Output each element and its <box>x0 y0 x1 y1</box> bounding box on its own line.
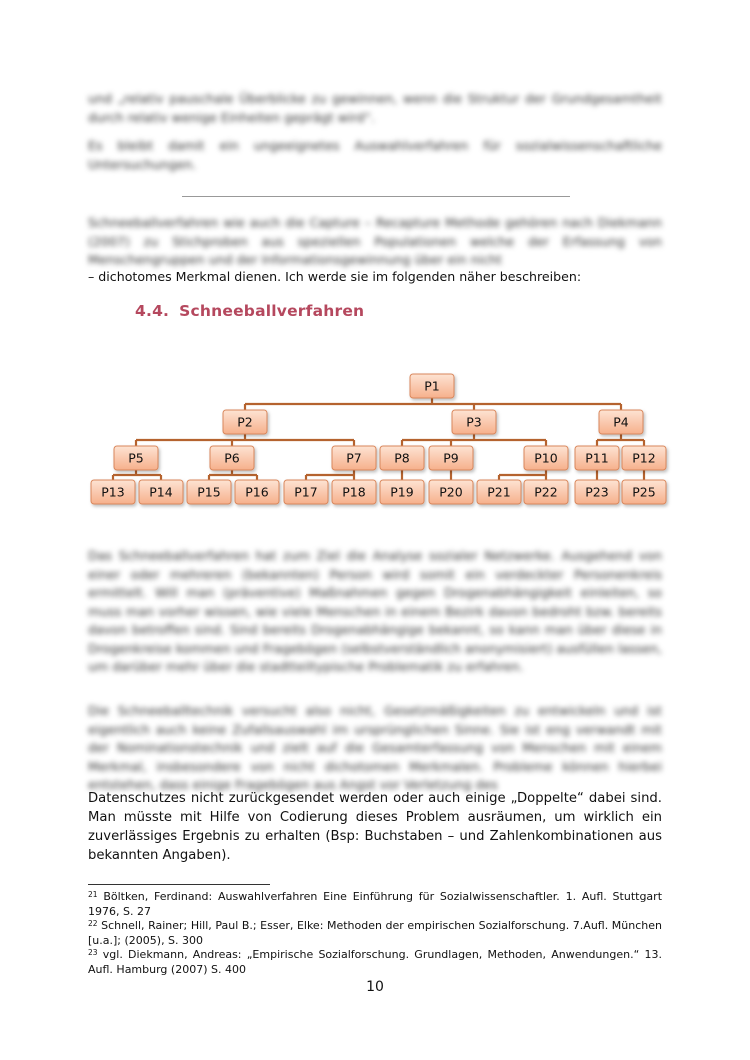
node-p3 <box>452 410 496 434</box>
node-label: P13 <box>101 484 125 500</box>
node-p10 <box>524 446 568 470</box>
node-label: P20 <box>439 484 463 500</box>
node-label: P15 <box>197 484 221 500</box>
node-label: P5 <box>128 450 144 466</box>
node-label: P17 <box>294 484 318 500</box>
paragraph-5-ending: Datenschutzes nicht zurückgesendet werden oder auch einige „Doppelte“ dabei sind. Man müsste mit Hilfe von Codierung dieses Problem ausräumen, um wirklich ein zuverlässiges Ergebnis zu erhalten (Bsp: Buchstaben – und Zahlenkombinationen aus bekannten Angaben). <box>88 791 662 863</box>
node-p9 <box>429 446 473 470</box>
node-p8 <box>380 446 424 470</box>
footnote-21 <box>88 890 662 919</box>
footnote-rule <box>88 884 270 885</box>
node-p25 <box>622 480 666 504</box>
blurred-paragraph-2: Es bleibt damit ein ungeeignetes Auswahlverfahren für sozialwissenschaftliche Untersuchungen. <box>88 138 662 172</box>
node-p19 <box>380 480 424 504</box>
node-p11 <box>575 446 619 470</box>
node-p20 <box>429 480 473 504</box>
footnote-number: 22 <box>88 919 98 928</box>
node-p13 <box>91 480 135 504</box>
paragraph-3-last-line: – dichotomes Merkmal dienen. Ich werde sie im folgenden näher beschreiben: <box>88 269 582 284</box>
node-label: P18 <box>342 484 366 500</box>
node-p12 <box>622 446 666 470</box>
node-p15 <box>187 480 231 504</box>
node-label: P21 <box>487 484 511 500</box>
node-p21 <box>477 480 521 504</box>
section-title: Schneeballverfahren <box>179 302 365 320</box>
node-p22 <box>524 480 568 504</box>
node-p5 <box>114 446 158 470</box>
node-label: P10 <box>534 450 558 466</box>
node-p18 <box>332 480 376 504</box>
node-p1 <box>410 374 454 398</box>
node-label: P16 <box>245 484 269 500</box>
blurred-paragraph-1: und „relativ pauschale Überblicke zu gewinnen, wenn die Struktur der Grundgesamtheit durch relativ wenige Einheiten geprägt wird“. <box>88 91 662 125</box>
footnote-number: 23 <box>88 948 98 957</box>
node-p14 <box>139 480 183 504</box>
footnote-22 <box>88 919 662 948</box>
node-p16 <box>235 480 279 504</box>
footnote-number: 21 <box>88 890 98 899</box>
node-label: P1 <box>424 378 440 394</box>
section-number: 4.4. <box>135 302 170 320</box>
node-p23 <box>575 480 619 504</box>
node-label: P25 <box>632 484 656 500</box>
blurred-paragraph-3: Schneeballverfahren wie auch die Capture – Recapture Methode gehören nach Diekmann (2007) zu Stichproben aus speziellen Populationen welche der Erfassung von Menschengruppen und der Informationsgewinnung über ein nicht <box>88 215 662 267</box>
footnote-23 <box>88 948 662 977</box>
node-label: P2 <box>237 414 253 430</box>
node-label: P19 <box>390 484 414 500</box>
node-label: P14 <box>149 484 173 500</box>
node-label: P7 <box>346 450 362 466</box>
footnote-text: vgl. Diekmann, Andreas: „Empirische Sozialforschung. Grundlagen, Methoden, Anwendungen.“ 13. Aufl. Hamburg (2007) S. 400 <box>88 948 662 976</box>
node-label: P23 <box>585 484 609 500</box>
node-p17 <box>284 480 328 504</box>
node-label: P8 <box>394 450 410 466</box>
node-p6 <box>210 446 254 470</box>
node-label: P6 <box>224 450 240 466</box>
footnote-text: Schnell, Rainer; Hill, Paul B.; Esser, Elke: Methoden der empirischen Sozialforschung. 7.Aufl. München [u.a.]; (2005), S. 300 <box>88 919 662 947</box>
blurred-paragraph-4: Das Schneeballverfahren hat zum Ziel die Analyse sozialer Netzwerke. Ausgehend von einer oder mehreren (bekannten) Person wird somit ein verdeckter Personenkreis ermittelt. Will man (präventive) Maßnahmen gegen Drogenabhängigkeit einleiten, so muss man vorher wissen, wie viele Menschen in einem Bezirk davon bedroht bzw. bereits davon betroffen sind. Sind bereits Drogenabhängige bekannt, so kann man über diese in Drogenkreise kommen und Fragebögen (selbstverständlich anonymisiert) ausfüllen lassen, um darüber mehr über die stadtteiltypische Problematik zu erfahren. <box>88 548 662 674</box>
node-p7 <box>332 446 376 470</box>
page-number: 10 <box>366 979 384 995</box>
footnote-text: Böltken, Ferdinand: Auswahlverfahren Eine Einführung für Sozialwissenschaftler. 1. Aufl. Stuttgart 1976, S. 27 <box>88 890 663 918</box>
node-p4 <box>599 410 643 434</box>
node-label: P22 <box>534 484 558 500</box>
node-label: P3 <box>466 414 482 430</box>
node-p2 <box>223 410 267 434</box>
node-label: P9 <box>443 450 459 466</box>
node-label: P12 <box>632 450 656 466</box>
blurred-paragraph-5: Die Schneeballtechnik versucht also nicht, Gesetzmäßigkeiten zu entwickeln und ist eigentlich auch keine Zufallsauswahl im ursprünglichen Sinne. Sie ist eng verwandt mit der Nominationstechnik und zielt auf die Gesamterfassung von Menschen mit einem Merkmal, insbesondere von nicht dichotomen Merkmalen. Probleme können hierbei entstehen, dass einige Fragebögen aus Angst vor Verletzung des <box>88 703 662 792</box>
node-label: P11 <box>585 450 609 466</box>
node-label: P4 <box>613 414 629 430</box>
